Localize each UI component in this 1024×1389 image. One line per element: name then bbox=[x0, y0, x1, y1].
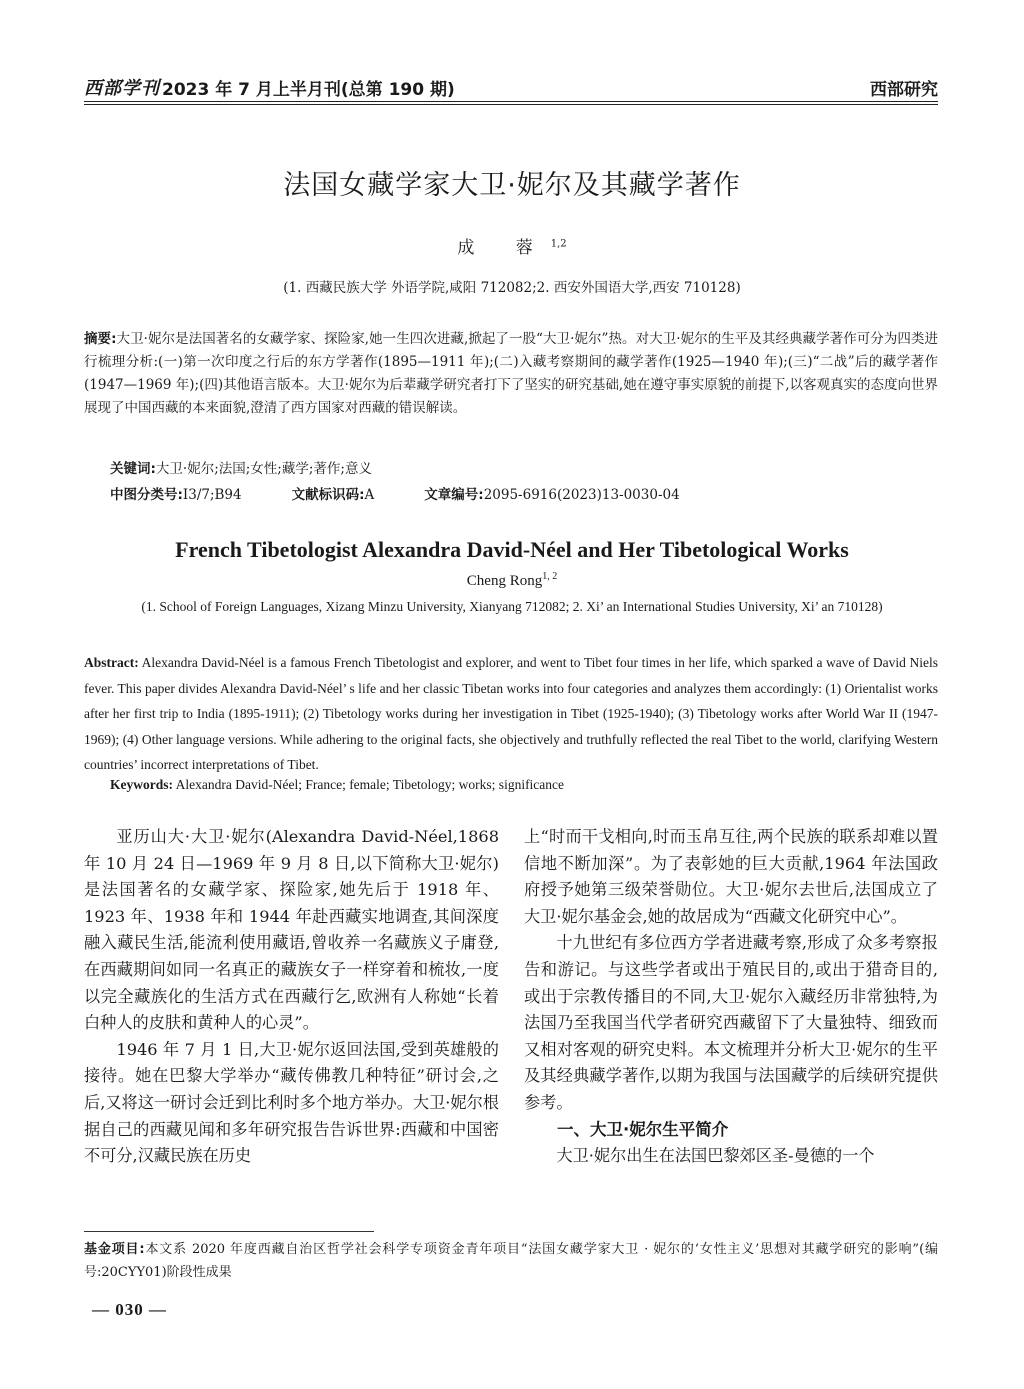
chinese-author: 成 蓉$^{1,2}$ bbox=[457, 238, 567, 258]
abstract-label: 摘要: bbox=[84, 331, 117, 347]
column-name: 西部研究 bbox=[870, 80, 938, 100]
page-number: — 030 — bbox=[92, 1300, 167, 1319]
article-number: 文章编号:2095-6916(2023)13-0030-04 bbox=[424, 487, 680, 503]
body-paragraph: 上“时而干戈相向,时而玉帛互往,两个民族的联系却难以置信地不断加深”。为了表彰她的巨大贡献,1964 年法国政府授予她第三级荣誉勋位。大卫·妮尔去世后,法国成立了大卫·妮尔基金会,她的故居成为“西藏文化研究中心”。 bbox=[524, 827, 938, 926]
section-heading: 一、大卫·妮尔生平简介 bbox=[557, 1119, 729, 1139]
footnote-rule bbox=[84, 1231, 374, 1232]
body-paragraph: 十九世纪有多位西方学者进藏考察,形成了众多考察报告和游记。与这些学者或出于殖民目的,或出于猎奇目的,或出于宗教传播目的不同,大卫·妮尔入藏经历非常独特,为法国乃至我国当代学者研究西藏留下了大量独特、细致而又相对客观的研究史料。本文梳理并分析大卫·妮尔的生平及其经典藏学著作,以期为我国与法国藏学的后续研究提供参考。 bbox=[524, 933, 938, 1112]
document-code: 文献标识码:A bbox=[291, 487, 375, 503]
chinese-title: 法国女藏学家大卫·妮尔及其藏学著作 bbox=[283, 170, 741, 201]
issue-info: 2023 年 7 月上半月刊(总第 190 期) bbox=[162, 80, 455, 100]
body-right-column bbox=[524, 824, 938, 1170]
english-title: French Tibetologist Alexandra David-Néel and Her Tibetological Works bbox=[175, 537, 849, 562]
chinese-affiliation: (1. 西藏民族大学 外语学院,咸阳 712082;2. 西安外国语大学,西安 710128) bbox=[283, 280, 741, 296]
running-header bbox=[84, 70, 938, 100]
body-paragraph: 亚历山大·大卫·妮尔(Alexandra David-Néel,1868 年 10 月 24 日—1969 年 9 月 8 日,以下简称大卫·妮尔)是法国著名的女藏学家、探险家,她先后于 1918 年、1923 年、1938 年和 1944 年赴西藏实地调查,其间深度融入藏民生活,能流利使用藏语,曾收养一名藏族义子庸登,在西藏期间如同一名真正的藏族女子一样穿着和梳妆,一度以完全藏族化的生活方式在西藏行乞,欧洲有人称她“长着白种人的皮肤和黄种人的心灵”。 bbox=[84, 827, 499, 1033]
body-left-column bbox=[84, 824, 499, 1170]
english-author: Cheng Rong$^{1, 2}$ bbox=[466, 571, 558, 589]
body-paragraph: 大卫·妮尔出生在法国巴黎郊区圣-曼德的一个 bbox=[556, 1146, 875, 1166]
chinese-abstract: 摘要:大卫·妮尔是法国著名的女藏学家、探险家,她一生四次进藏,掀起了一股“大卫·妮尔”热。对大卫·妮尔的生平及其经典藏学著作可分为四类进行梳理分析:(一)第一次印度之行后的东方学著作(1895—1911 年);(二)入藏考察期间的藏学著作(1925—1940 年);(三)“二战”后的藏学著作(1947—1969 年);(四)其他语言版本。大卫·妮尔为后辈藏学研究者打下了坚实的研究基础,她在遵守事实原貌的前提下,以客观真实的态度向世界展现了中国西藏的本来面貌,澄清了西方国家对西藏的错误解读。 bbox=[84, 331, 938, 416]
english-abstract: Abstract: Alexandra David-Néel is a famous French Tibetologist and explorer, and went to Tibet four times in her life, which sparked a wave of David Niels fever. This paper divides Alexandra David-Néel’ s life and her classic Tibetan works into four categories and analyzes them accordingly: (1) Orientalist works after her first trip to India (1895-1911); (2) Tibetology works during her investigation in Tibet (1925-1940); (3) Tibetology works after World War II (1947-1969); (4) Other language versions. While adhering to the original facts, she objectively and truthfully reflected the real Tibet to the world, clarifying Western countries’ incorrect interpretations of Tibet. bbox=[84, 655, 939, 772]
classification-info bbox=[110, 483, 938, 503]
funding-footnote: 基金项目:本文系 2020 年度西藏自治区哲学社会科学专项资金青年项目“法国女藏学家大卫 · 妮尔的‘女性主义’思想对其藏学研究的影响”(编号:20CYY01)阶段性成果 bbox=[84, 1242, 938, 1280]
clc-number: 中图分类号:I3/7;B94 bbox=[110, 487, 242, 503]
english-affiliation: (1. School of Foreign Languages, Xizang Minzu University, Xianyang 712082; 2. Xi’ an International Studies University, Xi’ an 710128) bbox=[141, 599, 883, 614]
header-rule-double bbox=[84, 104, 938, 105]
header-rule bbox=[84, 101, 938, 102]
journal-logo: 西部学刊 bbox=[84, 78, 160, 99]
chinese-keywords: 关键词:大卫·妮尔;法国;女性;藏学;著作;意义 bbox=[110, 461, 372, 477]
body-paragraph: 1946 年 7 月 1 日,大卫·妮尔返回法国,受到英雄般的接待。她在巴黎大学举办“藏传佛教几种特征”研讨会,之后,又将这一研讨会迁到比利时多个地方举办。大卫·妮尔根据自己的西藏见闻和多年研究报告告诉世界:西藏和中国密不可分,汉藏民族在历史 bbox=[84, 1039, 499, 1166]
english-keywords: Keywords: Alexandra David-Néel; France; female; Tibetology; works; significance bbox=[110, 777, 565, 792]
